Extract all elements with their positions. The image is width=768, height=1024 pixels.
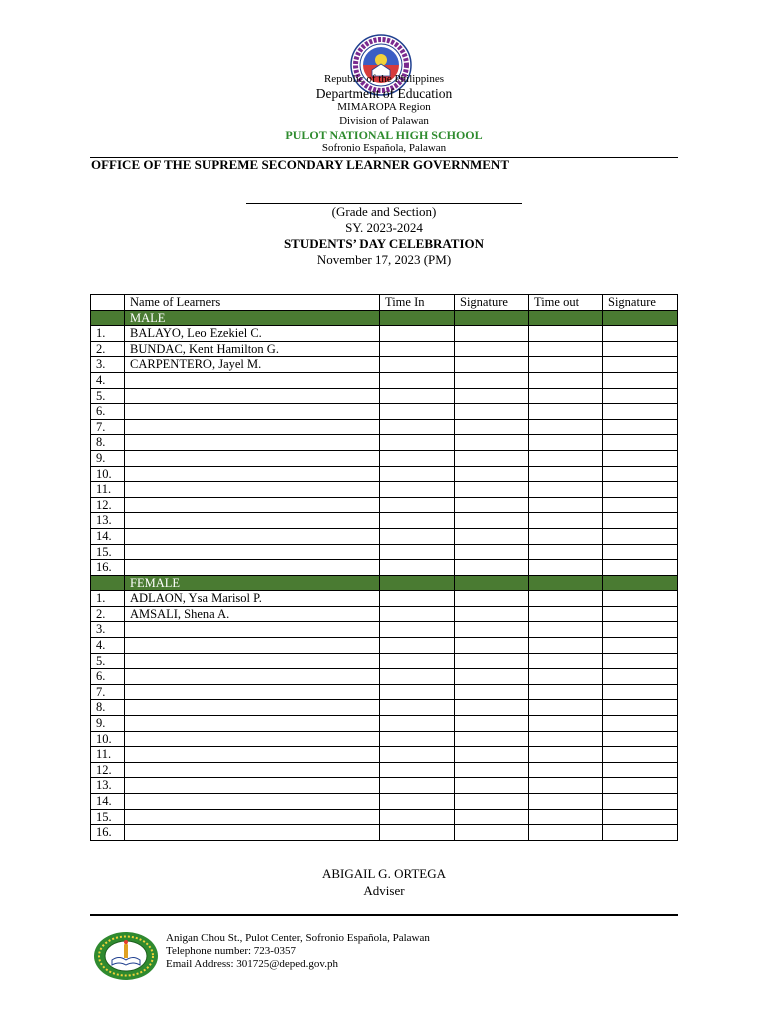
learner-name — [125, 762, 380, 778]
learner-name — [125, 747, 380, 763]
signature-out-cell[interactable] — [603, 638, 678, 654]
time-in-cell[interactable] — [380, 809, 455, 825]
learner-name — [125, 513, 380, 529]
signature-in-cell[interactable] — [455, 606, 529, 622]
signature-out-cell[interactable] — [603, 388, 678, 404]
learner-name: BALAYO, Leo Ezekiel C. — [125, 326, 380, 342]
section-cell — [603, 575, 678, 591]
time-out-cell[interactable] — [529, 622, 603, 638]
signature-in-cell[interactable] — [455, 450, 529, 466]
signature-in-cell[interactable] — [455, 716, 529, 732]
row-number: 8. — [91, 700, 125, 716]
signature-out-cell[interactable] — [603, 450, 678, 466]
school-location: Sofronio Española, Palawan — [321, 142, 447, 154]
table-row — [91, 513, 678, 529]
row-number: 3. — [91, 622, 125, 638]
school-logo — [93, 931, 159, 981]
signature-in-cell[interactable] — [455, 560, 529, 576]
section-cell — [529, 575, 603, 591]
signature-in-cell[interactable] — [455, 326, 529, 342]
time-out-cell[interactable] — [529, 404, 603, 420]
learner-name — [125, 544, 380, 560]
learner-name — [125, 653, 380, 669]
time-out-cell[interactable] — [529, 809, 603, 825]
signature-in-cell[interactable] — [455, 778, 529, 794]
row-number: 14. — [91, 528, 125, 544]
division-line: Division of Palawan — [339, 115, 429, 127]
section-number-cell — [91, 310, 125, 326]
signature-out-cell[interactable] — [603, 606, 678, 622]
row-number: 16. — [91, 825, 125, 841]
table-row — [91, 684, 678, 700]
row-number: 7. — [91, 419, 125, 435]
signature-out-cell[interactable] — [603, 591, 678, 607]
learner-name — [125, 684, 380, 700]
number-header — [91, 295, 125, 311]
time-out-cell[interactable] — [529, 591, 603, 607]
time-out-cell[interactable] — [529, 560, 603, 576]
time-out-cell[interactable] — [529, 544, 603, 560]
time-out-cell[interactable] — [529, 326, 603, 342]
section-row-female — [91, 575, 678, 591]
row-number: 1. — [91, 591, 125, 607]
table-row — [91, 747, 678, 763]
time-in-cell[interactable] — [380, 419, 455, 435]
table-row — [91, 638, 678, 654]
learner-name: AMSALI, Shena A. — [125, 606, 380, 622]
signature-in-cell[interactable] — [455, 466, 529, 482]
event-date: November 17, 2023 (PM) — [316, 252, 452, 267]
row-number: 10. — [91, 466, 125, 482]
region-line: MIMAROPA Region — [337, 101, 431, 113]
time-in-cell[interactable] — [380, 450, 455, 466]
section-cell — [380, 575, 455, 591]
signature-in-cell[interactable] — [455, 825, 529, 841]
signature-in-cell[interactable] — [455, 482, 529, 498]
table-row — [91, 341, 678, 357]
signature-in-cell[interactable] — [455, 435, 529, 451]
time-in-cell[interactable] — [380, 513, 455, 529]
signature-out-cell[interactable] — [603, 700, 678, 716]
signature-out-cell[interactable] — [603, 762, 678, 778]
table-row — [91, 528, 678, 544]
section-cell — [455, 310, 529, 326]
time-out-cell[interactable] — [529, 388, 603, 404]
time-out-cell[interactable] — [529, 716, 603, 732]
section-label: MALE — [125, 310, 380, 326]
time-out-cell[interactable] — [529, 435, 603, 451]
time-out-cell[interactable] — [529, 357, 603, 373]
time-out-cell[interactable] — [529, 731, 603, 747]
time-out-cell[interactable] — [529, 669, 603, 685]
time-in-cell[interactable] — [380, 372, 455, 388]
time-in-cell[interactable] — [380, 638, 455, 654]
table-row — [91, 326, 678, 342]
signature-out-cell[interactable] — [603, 653, 678, 669]
footer-divider — [90, 914, 678, 916]
time-out-cell[interactable] — [529, 684, 603, 700]
time-in-cell[interactable] — [380, 606, 455, 622]
time-out-cell[interactable] — [529, 762, 603, 778]
time-in-cell[interactable] — [380, 388, 455, 404]
time-out-cell[interactable] — [529, 700, 603, 716]
row-number: 12. — [91, 762, 125, 778]
table-row — [91, 435, 678, 451]
time-in-cell[interactable] — [380, 482, 455, 498]
learner-name: CARPENTERO, Jayel M. — [125, 357, 380, 373]
learner-name — [125, 466, 380, 482]
row-number: 14. — [91, 794, 125, 810]
time-out-cell[interactable] — [529, 747, 603, 763]
signature-out-cell[interactable] — [603, 404, 678, 420]
time-out-cell[interactable] — [529, 419, 603, 435]
signature-in-cell[interactable] — [455, 419, 529, 435]
table-row — [91, 762, 678, 778]
learner-name — [125, 825, 380, 841]
time-out-cell[interactable] — [529, 466, 603, 482]
signature-out-cell[interactable] — [603, 513, 678, 529]
time-in-cell[interactable] — [380, 778, 455, 794]
row-number: 15. — [91, 544, 125, 560]
table-row — [91, 497, 678, 513]
row-number: 7. — [91, 684, 125, 700]
time-in-cell[interactable] — [380, 560, 455, 576]
time-in-cell[interactable] — [380, 653, 455, 669]
attendance-table — [90, 294, 678, 841]
table-row — [91, 450, 678, 466]
office-title: OFFICE OF THE SUPREME SECONDARY LEARNER GOVERNMENT — [91, 157, 509, 172]
table-row — [91, 731, 678, 747]
table-row — [91, 794, 678, 810]
signature-out-cell[interactable] — [603, 560, 678, 576]
signature-in-cell[interactable] — [455, 669, 529, 685]
footer-telephone: Telephone number: 723-0357 — [166, 945, 296, 957]
table-row — [91, 466, 678, 482]
signature-out-cell[interactable] — [603, 794, 678, 810]
row-number: 3. — [91, 357, 125, 373]
signature-in-cell[interactable] — [455, 731, 529, 747]
row-number: 11. — [91, 747, 125, 763]
signature-in-cell[interactable] — [455, 357, 529, 373]
row-number: 8. — [91, 435, 125, 451]
department-line: Department of Education — [315, 86, 453, 101]
signature-out-cell[interactable] — [603, 778, 678, 794]
time-out-cell[interactable] — [529, 372, 603, 388]
time-out-cell[interactable] — [529, 341, 603, 357]
table-row — [91, 716, 678, 732]
time-in-cell[interactable] — [380, 794, 455, 810]
section-cell — [603, 310, 678, 326]
column-header: Time In — [380, 295, 455, 311]
time-in-cell[interactable] — [380, 684, 455, 700]
table-row — [91, 404, 678, 420]
time-out-cell[interactable] — [529, 638, 603, 654]
adviser-name: ABIGAIL G. ORTEGA — [321, 866, 447, 881]
row-number: 16. — [91, 560, 125, 576]
time-in-cell[interactable] — [380, 622, 455, 638]
row-number: 6. — [91, 404, 125, 420]
row-number: 4. — [91, 638, 125, 654]
time-in-cell[interactable] — [380, 341, 455, 357]
school-name: PULOT NATIONAL HIGH SCHOOL — [285, 128, 483, 142]
column-header: Signature — [455, 295, 529, 311]
signature-out-cell[interactable] — [603, 809, 678, 825]
signature-out-cell[interactable] — [603, 372, 678, 388]
table-row — [91, 591, 678, 607]
signature-in-cell[interactable] — [455, 591, 529, 607]
signature-out-cell[interactable] — [603, 528, 678, 544]
grade-section-label: (Grade and Section) — [331, 204, 437, 219]
signature-in-cell[interactable] — [455, 622, 529, 638]
signature-out-cell[interactable] — [603, 825, 678, 841]
table-row — [91, 544, 678, 560]
republic-line: Republic of the Philippines — [323, 73, 445, 85]
signature-in-cell[interactable] — [455, 684, 529, 700]
signature-in-cell[interactable] — [455, 372, 529, 388]
learner-name — [125, 482, 380, 498]
column-header: Signature — [603, 295, 678, 311]
section-cell — [455, 575, 529, 591]
time-out-cell[interactable] — [529, 482, 603, 498]
learner-name — [125, 388, 380, 404]
section-label: FEMALE — [125, 575, 380, 591]
time-in-cell[interactable] — [380, 669, 455, 685]
signature-in-cell[interactable] — [455, 544, 529, 560]
time-out-cell[interactable] — [529, 653, 603, 669]
signature-out-cell[interactable] — [603, 669, 678, 685]
time-out-cell[interactable] — [529, 528, 603, 544]
signature-in-cell[interactable] — [455, 762, 529, 778]
row-number: 13. — [91, 778, 125, 794]
row-number: 1. — [91, 326, 125, 342]
time-in-cell[interactable] — [380, 404, 455, 420]
column-header: Name of Learners — [125, 295, 380, 311]
learner-name — [125, 700, 380, 716]
row-number: 6. — [91, 669, 125, 685]
signature-in-cell[interactable] — [455, 747, 529, 763]
signature-out-cell[interactable] — [603, 435, 678, 451]
signature-out-cell[interactable] — [603, 419, 678, 435]
signature-out-cell[interactable] — [603, 341, 678, 357]
row-number: 9. — [91, 716, 125, 732]
learner-name — [125, 404, 380, 420]
learner-name — [125, 560, 380, 576]
event-title: STUDENTS’ DAY CELEBRATION — [283, 236, 485, 251]
time-in-cell[interactable] — [380, 326, 455, 342]
signature-out-cell[interactable] — [603, 326, 678, 342]
signature-out-cell[interactable] — [603, 747, 678, 763]
signature-out-cell[interactable] — [603, 684, 678, 700]
footer-address: Anigan Chou St., Pulot Center, Sofronio Española, Palawan — [166, 932, 430, 944]
signature-in-cell[interactable] — [455, 497, 529, 513]
row-number: 13. — [91, 513, 125, 529]
time-in-cell[interactable] — [380, 591, 455, 607]
time-in-cell[interactable] — [380, 716, 455, 732]
table-row — [91, 419, 678, 435]
adviser-role: Adviser — [363, 883, 405, 898]
table-row — [91, 653, 678, 669]
learner-name: ADLAON, Ysa Marisol P. — [125, 591, 380, 607]
time-out-cell[interactable] — [529, 450, 603, 466]
table-row — [91, 700, 678, 716]
signature-out-cell[interactable] — [603, 731, 678, 747]
row-number: 10. — [91, 731, 125, 747]
time-out-cell[interactable] — [529, 513, 603, 529]
signature-in-cell[interactable] — [455, 341, 529, 357]
learner-name — [125, 809, 380, 825]
time-in-cell[interactable] — [380, 700, 455, 716]
row-number: 2. — [91, 341, 125, 357]
table-header-row — [91, 295, 678, 311]
row-number: 5. — [91, 653, 125, 669]
learner-name — [125, 794, 380, 810]
learner-name — [125, 497, 380, 513]
learner-name — [125, 622, 380, 638]
signature-in-cell[interactable] — [455, 700, 529, 716]
signature-out-cell[interactable] — [603, 497, 678, 513]
table-row — [91, 606, 678, 622]
table-row — [91, 669, 678, 685]
table-row — [91, 778, 678, 794]
signature-in-cell[interactable] — [455, 794, 529, 810]
learner-name — [125, 528, 380, 544]
learner-name: BUNDAC, Kent Hamilton G. — [125, 341, 380, 357]
time-in-cell[interactable] — [380, 544, 455, 560]
signature-out-cell[interactable] — [603, 482, 678, 498]
row-number: 5. — [91, 388, 125, 404]
learner-name — [125, 716, 380, 732]
time-in-cell[interactable] — [380, 497, 455, 513]
time-out-cell[interactable] — [529, 497, 603, 513]
table-row — [91, 825, 678, 841]
time-in-cell[interactable] — [380, 466, 455, 482]
time-out-cell[interactable] — [529, 825, 603, 841]
learner-name — [125, 778, 380, 794]
footer-email: Email Address: 301725@deped.gov.ph — [166, 958, 338, 970]
time-in-cell[interactable] — [380, 357, 455, 373]
time-out-cell[interactable] — [529, 778, 603, 794]
time-in-cell[interactable] — [380, 762, 455, 778]
learner-name — [125, 372, 380, 388]
row-number: 11. — [91, 482, 125, 498]
time-in-cell[interactable] — [380, 747, 455, 763]
row-number: 9. — [91, 450, 125, 466]
signature-in-cell[interactable] — [455, 638, 529, 654]
table-row — [91, 560, 678, 576]
signature-out-cell[interactable] — [603, 622, 678, 638]
signature-out-cell[interactable] — [603, 544, 678, 560]
school-year: SY. 2023-2024 — [345, 220, 423, 235]
section-number-cell — [91, 575, 125, 591]
table-row — [91, 482, 678, 498]
learner-name — [125, 638, 380, 654]
section-row-male — [91, 310, 678, 326]
table-row — [91, 809, 678, 825]
table-row — [91, 388, 678, 404]
row-number: 12. — [91, 497, 125, 513]
signature-in-cell[interactable] — [455, 404, 529, 420]
learner-name — [125, 731, 380, 747]
time-in-cell[interactable] — [380, 825, 455, 841]
table-row — [91, 622, 678, 638]
section-cell — [380, 310, 455, 326]
table-row — [91, 357, 678, 373]
time-in-cell[interactable] — [380, 731, 455, 747]
learner-name — [125, 450, 380, 466]
signature-in-cell[interactable] — [455, 388, 529, 404]
column-header: Time out — [529, 295, 603, 311]
signature-out-cell[interactable] — [603, 466, 678, 482]
row-number: 15. — [91, 809, 125, 825]
section-cell — [529, 310, 603, 326]
signature-in-cell[interactable] — [455, 653, 529, 669]
signature-in-cell[interactable] — [455, 513, 529, 529]
table-row — [91, 372, 678, 388]
time-in-cell[interactable] — [380, 435, 455, 451]
time-out-cell[interactable] — [529, 794, 603, 810]
learner-name — [125, 419, 380, 435]
signature-out-cell[interactable] — [603, 357, 678, 373]
row-number: 2. — [91, 606, 125, 622]
learner-name — [125, 669, 380, 685]
signature-out-cell[interactable] — [603, 716, 678, 732]
signature-in-cell[interactable] — [455, 809, 529, 825]
learner-name — [125, 435, 380, 451]
row-number: 4. — [91, 372, 125, 388]
signature-in-cell[interactable] — [455, 528, 529, 544]
time-out-cell[interactable] — [529, 606, 603, 622]
time-in-cell[interactable] — [380, 528, 455, 544]
